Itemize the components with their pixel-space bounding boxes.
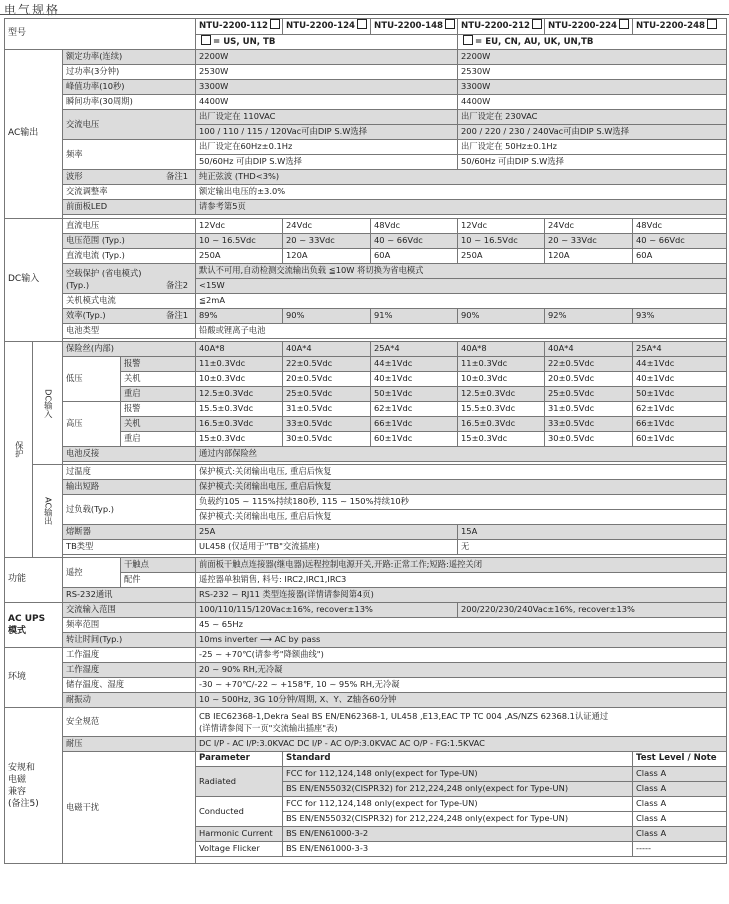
sub-label: 重启 [121,432,196,447]
spec-label: TB类型 [63,540,196,555]
model-header-row [5,19,727,35]
spec-label: 输出短路 [63,480,196,495]
spec-label: 电磁干扰 [63,752,196,864]
spec-label: 频率 [63,140,196,170]
spec-value: 50±1Vdc [633,387,727,402]
spec-value: 40±1Vdc [371,372,458,387]
spec-value: 11±0.3Vdc [458,357,545,372]
spec-value: 16.5±0.3Vdc [458,417,545,432]
spec-value: 24Vdc [545,219,633,234]
spec-value: 60±1Vdc [633,432,727,447]
emi-parameter: Conducted [196,797,283,827]
spec-label: 关机模式电流 [63,294,196,309]
spec-value: UL458 (仅适用于"TB"交流插座) [196,540,458,555]
spec-value: 10 ~ 500Hz, 3G 10分钟/周期, X、Y、Z轴各60分钟 [196,693,727,708]
arrow-icon: ⟶ [260,634,272,645]
spec-value: 93% [633,309,727,324]
spec-label: 额定功率(连续) [63,50,196,65]
spec-value: 120A [545,249,633,264]
emi-standard: BS EN/EN61000-3-3 [283,842,633,857]
spec-value: 60±1Vdc [371,432,458,447]
checkbox-icon [532,19,542,29]
spec-value: 60A [633,249,727,264]
page-title: 电气规格 [4,3,61,17]
spec-label: 交流调整率 [63,185,196,200]
spec-value: DC I/P - AC I/P:3.0KVAC DC I/P - AC O/P:3.0KVAC AC O/P - FG:1.5KVAC [196,737,727,752]
spec-value: 44±1Vdc [633,357,727,372]
spec-value: 90% [458,309,545,324]
checkbox-icon [707,19,717,29]
spec-value: 通过内部保险丝 [196,447,727,462]
spec-label: 效率(Typ.) 备注1 [63,309,196,324]
spec-value: 60A [371,249,458,264]
checkbox-icon [445,19,455,29]
checkbox-icon [201,35,211,45]
emi-level: Class A [633,797,727,812]
spec-label: 储存温度、湿度 [63,678,196,693]
spec-value: 89% [196,309,283,324]
section-ac-output: AC输出 [5,50,63,219]
spec-value: 48Vdc [371,219,458,234]
spec-value: 出厂设定在60Hz±0.1Hz [196,140,458,155]
spec-value: -25 ~ +70℃(请参考"降额曲线") [196,648,727,663]
subsection-ac-output: AC输出 [33,465,63,558]
spec-label: 交流输入范围 [63,603,196,618]
emi-standard: FCC for 112,124,148 only(expect for Type-UN) [283,797,633,812]
spec-value: 保护模式:关闭输出电压, 重启后恢复 [196,465,727,480]
spec-value: 62±1Vdc [371,402,458,417]
spec-value: 20±0.5Vdc [545,372,633,387]
spec-value: 3300W [196,80,458,95]
title-divider [0,14,729,15]
spec-label: 频率范围 [63,618,196,633]
spec-value: 4400W [196,95,458,110]
spec-value: <15W [196,279,727,294]
spec-value: 31±0.5Vdc [283,402,371,417]
spec-label: 转让时间(Typ.) [63,633,196,648]
spec-value: 10 ~ 16.5Vdc [458,234,545,249]
model-name: NTU-2200-212 [458,19,545,35]
spec-label: 电池类型 [63,324,196,339]
spec-value: 100/110/115/120Vac±16%, recover±13% [196,603,458,618]
spec-label: 前面板LED [63,200,196,215]
spec-table [4,18,727,864]
spec-value: 45 ~ 65Hz [196,618,727,633]
spec-label: 电池反接 [63,447,196,462]
model-name: NTU-2200-124 [283,19,371,35]
emi-level: Class A [633,767,727,782]
model-label: 型号 [5,19,196,50]
spec-label: 熔断器 [63,525,196,540]
spec-value: 100 / 110 / 115 / 120Vac可由DIP S.W选择 [196,125,458,140]
emi-parameter: Radiated [196,767,283,797]
spec-label: 波形 备注1 [63,170,196,185]
spec-value: 40A*4 [283,342,371,357]
spec-value: 22±0.5Vdc [283,357,371,372]
spec-value: 40±1Vdc [633,372,727,387]
spec-value: 25A*4 [633,342,727,357]
spec-label: 瞬间功率(30周期) [63,95,196,110]
spec-value: 44±1Vdc [371,357,458,372]
spec-value: RS-232 ~ RJ11 类型连接器(详情请参阅第4页) [196,588,727,603]
sub-label: 报警 [121,402,196,417]
sub-label: 配件 [121,573,196,588]
spec-value: 40 ~ 66Vdc [633,234,727,249]
spec-value: 50/60Hz 可由DIP S.W选择 [458,155,727,170]
spec-value: 遥控器单独销售, 料号: IRC2,IRC1,IRC3 [196,573,727,588]
emi-header-standard: Standard [283,752,633,767]
emi-level: Class A [633,827,727,842]
spec-value: 24Vdc [283,219,371,234]
spec-value: 25A*4 [371,342,458,357]
spec-value: 25±0.5Vdc [283,387,371,402]
spec-value: 请参考第5页 [196,200,727,215]
spec-label: 过温度 [63,465,196,480]
emi-header-parameter: Parameter [196,752,283,767]
spec-value: 25A [196,525,458,540]
checkbox-icon [619,19,629,29]
spec-value: 48Vdc [633,219,727,234]
emi-standard: BS EN/EN55032(CISPR32) for 212,224,248 only(expect for Type-UN) [283,812,633,827]
spec-value: 10±0.3Vdc [458,372,545,387]
spec-value: 出厂设定在 230VAC [458,110,727,125]
spec-value: 2530W [458,65,727,80]
spacer-row [196,857,727,864]
section-safety-emc: 安规和 电磁 兼容 (备注5) [5,708,63,864]
section-dc-input: DC输入 [5,219,63,342]
spec-label: 高压 [63,402,121,447]
sub-label: 报警 [121,357,196,372]
spec-value: 12Vdc [196,219,283,234]
us-variants: = US, UN, TB [196,34,458,50]
spec-label: 耐压 [63,737,196,752]
spec-value: -30 ~ +70℃/-22 ~ +158℉, 10 ~ 95% RH,无冷凝 [196,678,727,693]
model-name: NTU-2200-248 [633,19,727,35]
sub-label: 关机 [121,417,196,432]
spec-value: 30±0.5Vdc [545,432,633,447]
spec-label: 工作湿度 [63,663,196,678]
spec-value: 33±0.5Vdc [283,417,371,432]
emi-level: Class A [633,812,727,827]
section-ac-ups: AC UPS 模式 [5,603,63,648]
spec-label: RS-232通讯 [63,588,196,603]
model-name: NTU-2200-224 [545,19,633,35]
spec-value: 无 [458,540,727,555]
spec-value: 250A [458,249,545,264]
sub-label: 重启 [121,387,196,402]
spec-label: 峰值功率(10秒) [63,80,196,95]
emi-level: Class A [633,782,727,797]
spec-value: 90% [283,309,371,324]
spec-value: 2530W [196,65,458,80]
spec-value: 66±1Vdc [633,417,727,432]
sub-label: 干触点 [121,558,196,573]
spec-value: 15.5±0.3Vdc [196,402,283,417]
spec-label: 遥控 [63,558,121,588]
section-protection: 保护 [5,342,33,558]
section-environment: 环境 [5,648,63,708]
note-ref: 备注1 [166,171,189,182]
spec-value: 出厂设定在 50Hz±0.1Hz [458,140,727,155]
spec-label: 交流电压 [63,110,196,140]
spec-label: 工作温度 [63,648,196,663]
spec-value: 10±0.3Vdc [196,372,283,387]
spec-value: 50±1Vdc [371,387,458,402]
spec-value: 2200W [196,50,458,65]
eu-variants: = EU, CN, AU, UK, UN,TB [458,34,727,50]
spec-value: 40A*8 [196,342,283,357]
spec-value: 16.5±0.3Vdc [196,417,283,432]
spec-value: 200 / 220 / 230 / 240Vac可由DIP S.W选择 [458,125,727,140]
spec-value: 30±0.5Vdc [283,432,371,447]
spec-value: 15.5±0.3Vdc [458,402,545,417]
sub-label: 关机 [121,372,196,387]
spec-value: 10ms inverter ⟶ AC by pass [196,633,727,648]
emi-header-level: Test Level / Note [633,752,727,767]
spec-value: 91% [371,309,458,324]
subsection-dc-input: DC输入 [33,342,63,465]
spec-label: 过负载(Typ.) [63,495,196,525]
spec-value: 22±0.5Vdc [545,357,633,372]
spec-value: 前面板干触点连接器(继电器)远程控制电源开关,开路:正常工作;短路:遥控关闭 [196,558,727,573]
spec-label: 空载保护 (省电模式) (Typ.) 备注2 [63,264,196,294]
spec-value: 10 ~ 16.5Vdc [196,234,283,249]
spec-value: ≦2mA [196,294,727,309]
spec-value: 15A [458,525,727,540]
checkbox-icon [463,35,473,45]
emi-standard: FCC for 112,124,148 only(expect for Type-UN) [283,767,633,782]
spec-value: 15±0.3Vdc [196,432,283,447]
spec-label: 保险丝(内部) [63,342,196,357]
spec-value: 默认不可用,自动检测交流输出负载 ≦10W 将切换为省电模式 [196,264,727,279]
spec-value: 出厂设定在 110VAC [196,110,458,125]
spec-value: CB IEC62368-1,Dekra Seal BS EN/EN62368-1, UL458 ,E13,EAC TP TC 004 ,AS/NZS 62368.1认证通过 (详情请参阅下一页"交流输出插座"表) [196,708,727,737]
spec-value: 4400W [458,95,727,110]
spec-value: 11±0.3Vdc [196,357,283,372]
spec-value: 20 ~ 33Vdc [283,234,371,249]
spec-value: 铅酸或锂离子电池 [196,324,727,339]
spec-value: 12Vdc [458,219,545,234]
spec-label: 耐振动 [63,693,196,708]
model-name: NTU-2200-148 [371,19,458,35]
spec-label: 直流电压 [63,219,196,234]
spec-value: 62±1Vdc [633,402,727,417]
spec-value: 31±0.5Vdc [545,402,633,417]
spec-label: 安全规范 [63,708,196,737]
spec-label: 电压范围 (Typ.) [63,234,196,249]
spec-value: 保护模式:关闭输出电压, 重启后恢复 [196,510,727,525]
spec-value: 纯正弦波 (THD<3%) [196,170,727,185]
checkbox-icon [357,19,367,29]
model-name: NTU-2200-112 [196,19,283,35]
spec-value: 20 ~ 33Vdc [545,234,633,249]
spec-value: 12.5±0.3Vdc [196,387,283,402]
spec-value: 40A*4 [545,342,633,357]
spec-label: 直流电流 (Typ.) [63,249,196,264]
spec-value: 50/60Hz 可由DIP S.W选择 [196,155,458,170]
spec-value: 20±0.5Vdc [283,372,371,387]
spec-value: 25±0.5Vdc [545,387,633,402]
note-ref: 备注1 [166,310,189,321]
spec-value: 250A [196,249,283,264]
section-function: 功能 [5,558,63,603]
spec-value: 200/220/230/240Vac±16%, recover±13% [458,603,727,618]
spec-label: 过功率(3分钟) [63,65,196,80]
spec-value: 保护模式:关闭输出电压, 重启后恢复 [196,480,727,495]
spec-value: 额定输出电压的±3.0% [196,185,727,200]
spec-value: 66±1Vdc [371,417,458,432]
spec-value: 12.5±0.3Vdc [458,387,545,402]
spec-value: 2200W [458,50,727,65]
spec-value: 15±0.3Vdc [458,432,545,447]
checkbox-icon [270,19,280,29]
spec-value: 3300W [458,80,727,95]
spec-label: 低压 [63,357,121,402]
spec-value: 40 ~ 66Vdc [371,234,458,249]
spec-value: 20 ~ 90% RH,无冷凝 [196,663,727,678]
emi-standard: BS EN/EN61000-3-2 [283,827,633,842]
spec-value: 33±0.5Vdc [545,417,633,432]
spec-value: 负载约105 ~ 115%持续180秒, 115 ~ 150%持续10秒 [196,495,727,510]
spec-value: 40A*8 [458,342,545,357]
emi-level: ----- [633,842,727,857]
note-ref: 备注2 [166,279,189,290]
emi-standard: BS EN/EN55032(CISPR32) for 212,224,248 only(expect for Type-UN) [283,782,633,797]
spec-value: 120A [283,249,371,264]
emi-parameter: Harmonic Current [196,827,283,842]
spec-value: 92% [545,309,633,324]
emi-parameter: Voltage Flicker [196,842,283,857]
